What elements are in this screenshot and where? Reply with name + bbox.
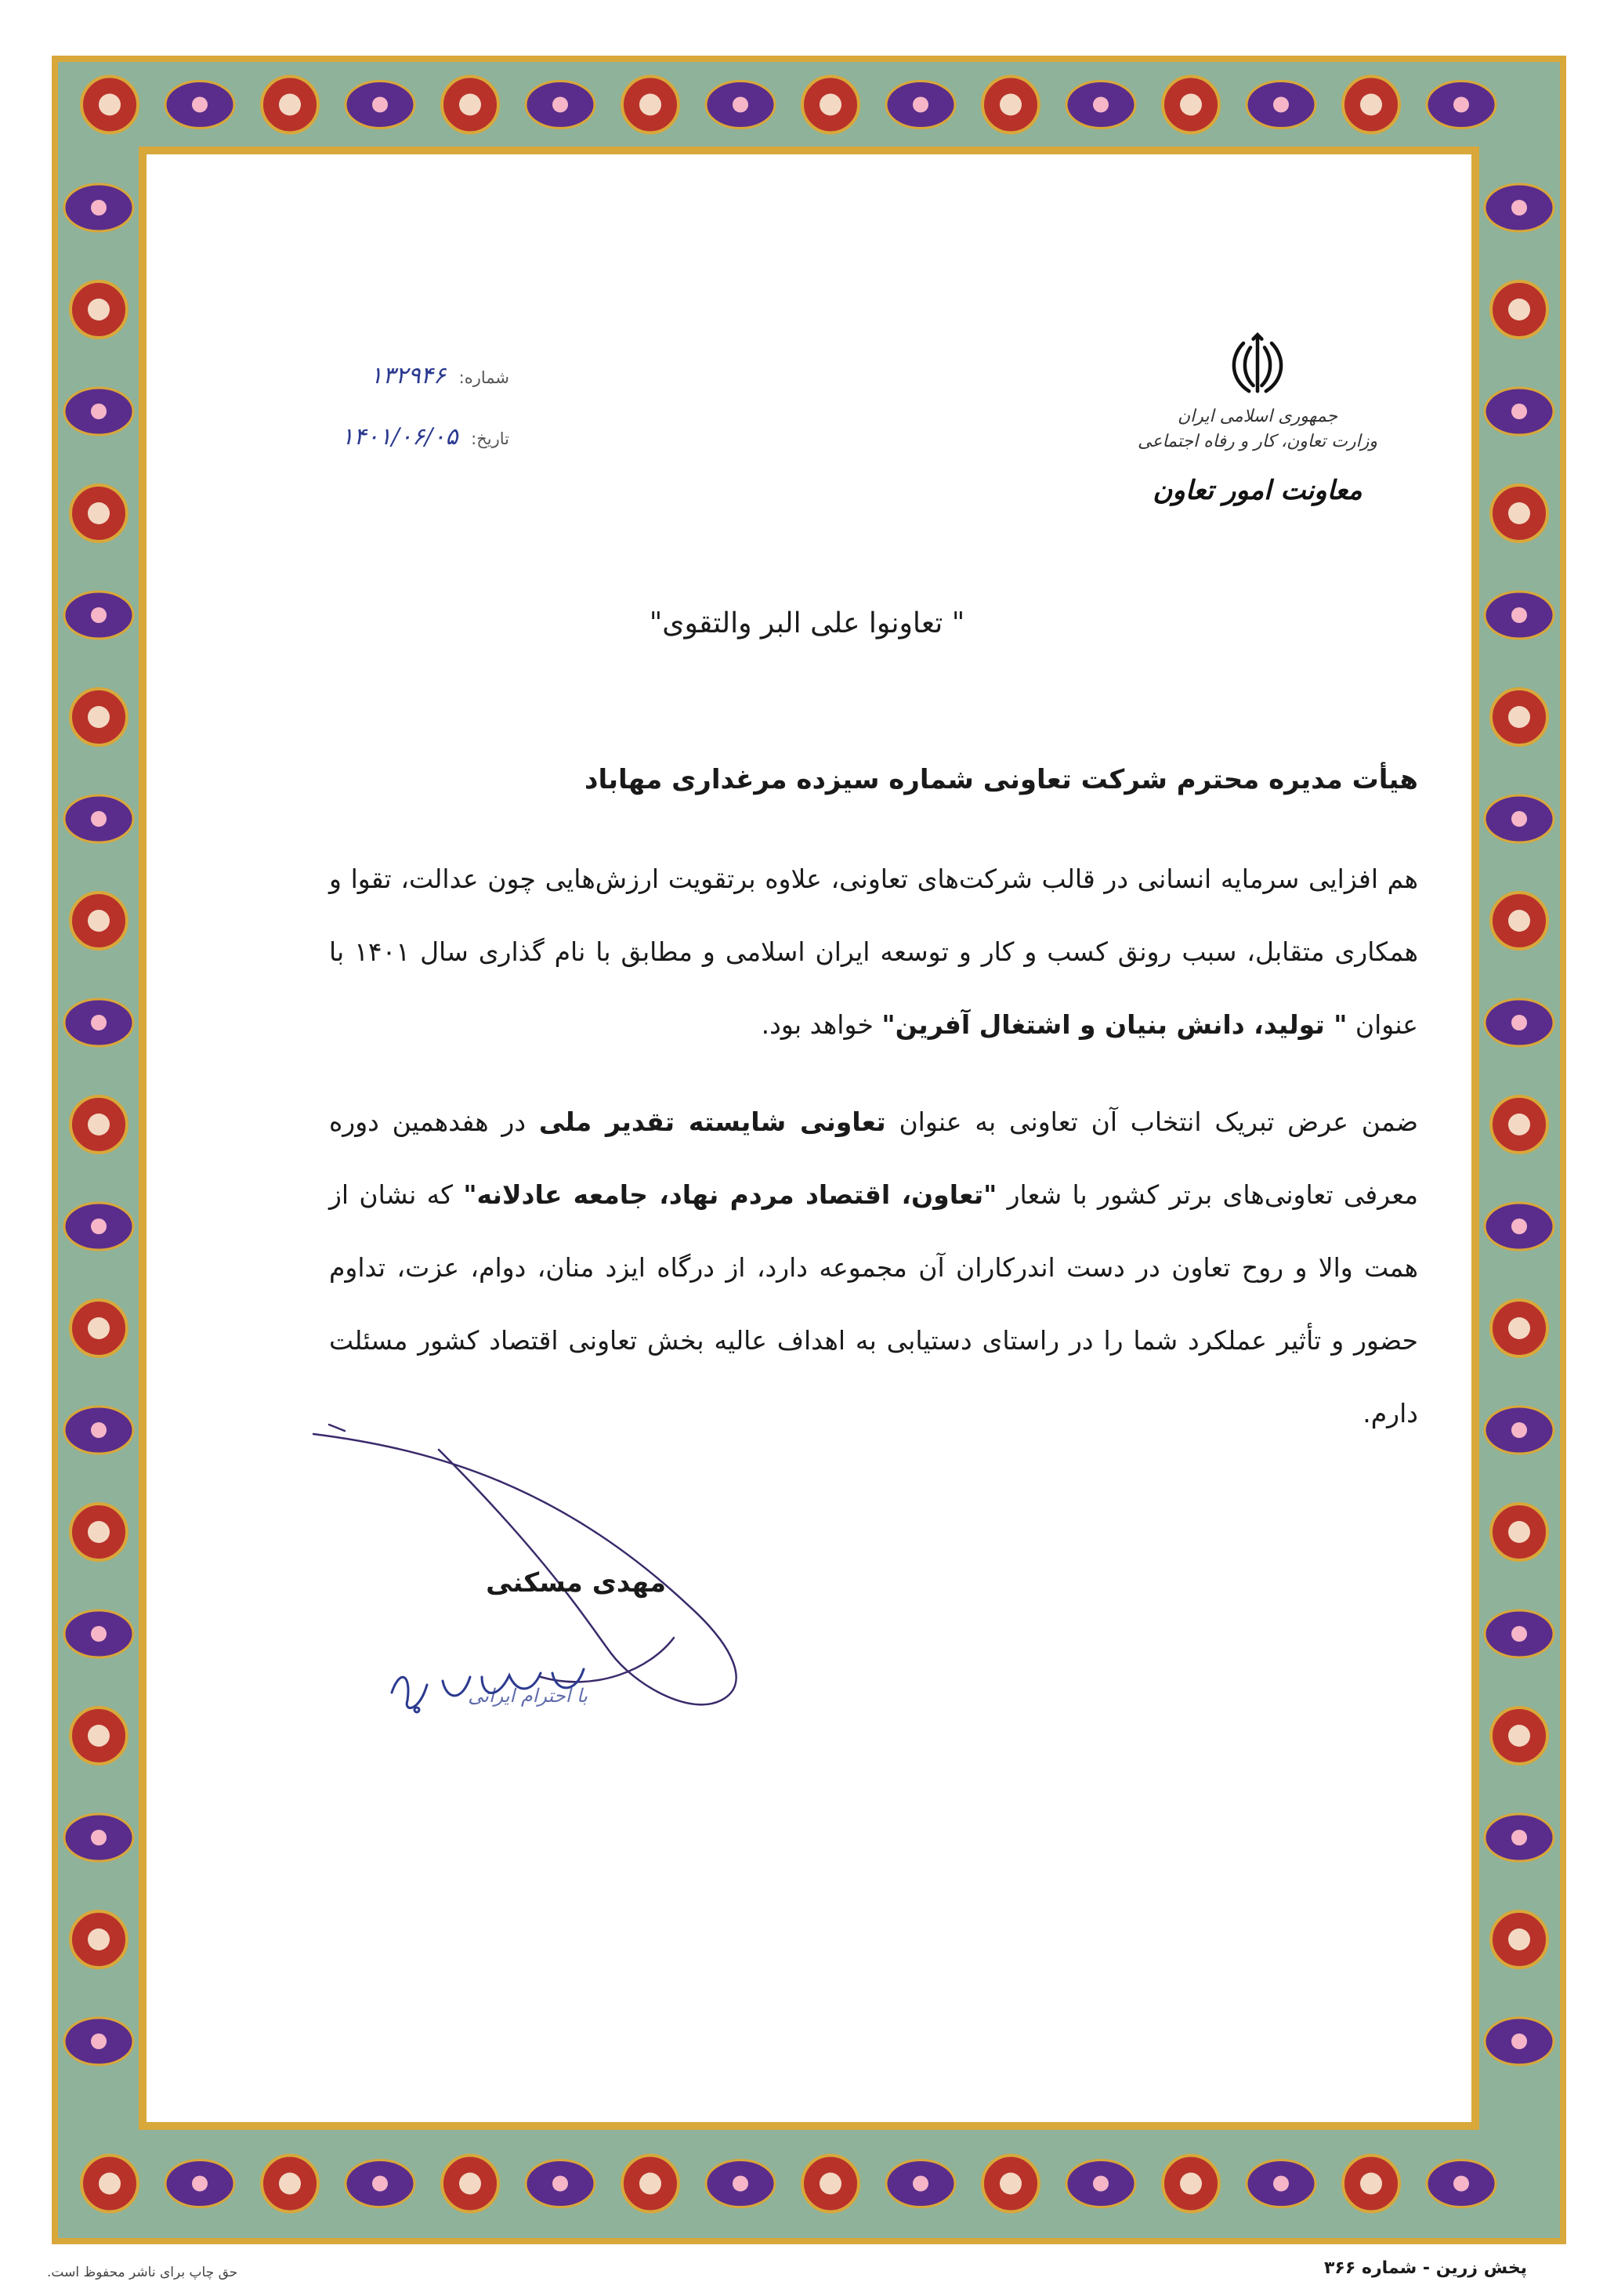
frame-motif-bottom-center xyxy=(552,2176,568,2192)
signatory-name: مهدی مسکنی xyxy=(486,1567,666,1599)
frame-motif-right-center xyxy=(1508,502,1530,524)
department-title: معاونت امور تعاون xyxy=(1153,475,1362,506)
frame-motif-left-center xyxy=(91,200,107,215)
frame-motif-right-center xyxy=(1508,910,1530,932)
paragraph-2-mid: در هفدهمین دوره معرفی تعاونی‌های برتر کشور با شعار xyxy=(329,1106,1419,1210)
frame-motif-top-center xyxy=(1000,94,1022,116)
frame-motif-bottom-center xyxy=(1180,2173,1202,2195)
addressee: هیأت مدیره محترم شرکت تعاونی شماره سیزده مرغداری مهاباد xyxy=(584,764,1418,795)
frame-motif-bottom-center xyxy=(279,2173,301,2195)
paragraph-1 xyxy=(329,842,1418,1061)
paragraph-2-award: تعاونی شایسته تقدیر ملی xyxy=(538,1106,886,1137)
frame-motif-left-center xyxy=(88,706,110,728)
frame-motif-top-center xyxy=(1453,97,1469,113)
frame-motif-top-center xyxy=(820,94,841,116)
frame-motif-top-center xyxy=(1093,97,1109,113)
frame-motif-right-center xyxy=(1511,200,1527,215)
paragraph-2-slogan: "تعاون، اقتصاد مردم نهاد، جامعه عادلانه" xyxy=(463,1179,997,1210)
frame-motif-bottom-center xyxy=(99,2173,121,2195)
frame-motif-top-center xyxy=(192,97,208,113)
ministry-header xyxy=(1128,329,1387,580)
frame-motif-right-center xyxy=(1511,1015,1527,1030)
copyright-note: حق چاپ برای ناشر محفوظ است. xyxy=(47,2265,238,2280)
frame-motif-bottom-center xyxy=(1453,2176,1469,2192)
frame-motif-right-center xyxy=(1508,706,1530,728)
frame-motif-left-center xyxy=(91,607,107,623)
frame-motif-top-center xyxy=(279,94,301,116)
frame-motif-right-center xyxy=(1508,1928,1530,1950)
frame-motif-right-center xyxy=(1511,607,1527,623)
frame-motif-bottom-center xyxy=(192,2176,208,2192)
frame-motif-right-center xyxy=(1508,1725,1530,1747)
quranic-motto: " تعاونوا علی البر والتقوی" xyxy=(649,607,965,639)
frame-motif-left-center xyxy=(88,1317,110,1339)
paragraph-1-end: خواهد بود. xyxy=(761,1009,874,1040)
date-label: تاریخ: xyxy=(471,429,509,448)
frame-motif-right-center xyxy=(1508,1521,1530,1543)
frame-motif-left-center xyxy=(88,502,110,524)
frame-motif-bottom-center xyxy=(1000,2173,1022,2195)
frame-motif-top-center xyxy=(552,97,568,113)
frame-motif-bottom-center xyxy=(733,2176,748,2192)
frame-motif-left-center xyxy=(91,1219,107,1234)
frame-motif-left-center xyxy=(91,1626,107,1642)
paragraph-1-slogan: " تولید، دانش بنیان و اشتغال آفرین" xyxy=(881,1009,1348,1040)
frame-motif-left-center xyxy=(88,1725,110,1747)
frame-motif-left-center xyxy=(91,404,107,419)
paragraph-2-text: ضمن عرض تبریک انتخاب آن تعاونی به عنوان xyxy=(885,1106,1418,1137)
iran-emblem-icon xyxy=(1222,329,1293,400)
frame-motif-right-center xyxy=(1511,1626,1527,1642)
frame-motif-top-center xyxy=(372,97,388,113)
frame-motif-left-center xyxy=(91,1015,107,1030)
frame-motif-top-center xyxy=(913,97,928,113)
ministry-country: جمهوری اسلامی ایران xyxy=(1177,407,1338,426)
frame-motif-top-center xyxy=(639,94,661,116)
frame-motif-right-center xyxy=(1508,1114,1530,1135)
frame-motif-bottom-center xyxy=(913,2176,928,2192)
frame-motif-top-center xyxy=(459,94,481,116)
frame-motif-left-center xyxy=(88,910,110,932)
frame-motif-bottom-center xyxy=(1360,2173,1382,2195)
paragraph-2-end: که نشان از همت والا و روح تعاون در دست اندرکاران آن مجموعه دارد، از درگاه ایزد منان، دوام، عزت، تداوم حضور و تأثیر عملکرد شما را در راستای دستیابی به اهداف عالیه بخش تعاونی اقتصاد کشور مسئلت دارم. xyxy=(329,1179,1418,1429)
frame-motif-left-center xyxy=(88,1521,110,1543)
frame-motif-top-center xyxy=(99,94,121,116)
frame-motif-left-center xyxy=(91,1422,107,1438)
frame-motif-right-center xyxy=(1508,1317,1530,1339)
frame-motif-top-center xyxy=(1273,97,1289,113)
frame-motif-left-center xyxy=(91,2033,107,2049)
frame-motif-top-center xyxy=(733,97,748,113)
frame-motif-left-center xyxy=(88,1114,110,1135)
frame-motif-right-center xyxy=(1511,811,1527,827)
letter-number xyxy=(321,362,509,389)
ministry-name: وزارت تعاون، کار و رفاه اجتماعی xyxy=(1137,432,1377,451)
frame-motif-bottom-center xyxy=(372,2176,388,2192)
frame-motif-bottom-center xyxy=(459,2173,481,2195)
frame-motif-bottom-center xyxy=(1093,2176,1109,2192)
number-value: ۱۳۲۹۴۶ xyxy=(370,362,446,389)
publisher-note: پخش زرین - شماره ۳۶۶ xyxy=(1324,2258,1527,2278)
frame-motif-left-center xyxy=(88,299,110,320)
frame-motif-left-center xyxy=(91,811,107,827)
frame-motif-right-center xyxy=(1511,1830,1527,1845)
frame-motif-right-center xyxy=(1508,299,1530,320)
frame-motif-top-center xyxy=(1360,94,1382,116)
paragraph-1-text: هم افزایی سرمایه انسانی در قالب شرکت‌های تعاونی، علاوه برتقویت ارزش‌هایی چون عدالت، تقوا و همکاری متقابل، سبب رونق کسب و کار و توسعه ایران اسلامی و مطابق با نام گذاری سال ۱۴۰۱ با عنوان xyxy=(329,864,1418,1040)
frame-motif-right-center xyxy=(1511,404,1527,419)
frame-motif-right-center xyxy=(1511,1219,1527,1234)
frame-motif-right-center xyxy=(1511,1422,1527,1438)
date-value: ۱۴۰۱/۰۶/۰۵ xyxy=(341,423,458,451)
frame-motif-right-center xyxy=(1511,2033,1527,2049)
number-label: شماره: xyxy=(458,368,509,387)
handwritten-note: با احترام ایرانی xyxy=(468,1685,588,1707)
frame-motif-bottom-center xyxy=(1273,2176,1289,2192)
letter-date xyxy=(321,423,509,451)
frame-motif-bottom-center xyxy=(639,2173,661,2195)
frame-motif-left-center xyxy=(91,1830,107,1845)
frame-motif-left-center xyxy=(88,1928,110,1950)
frame-motif-bottom-center xyxy=(820,2173,841,2195)
paragraph-2 xyxy=(329,1085,1418,1450)
frame-motif-top-center xyxy=(1180,94,1202,116)
